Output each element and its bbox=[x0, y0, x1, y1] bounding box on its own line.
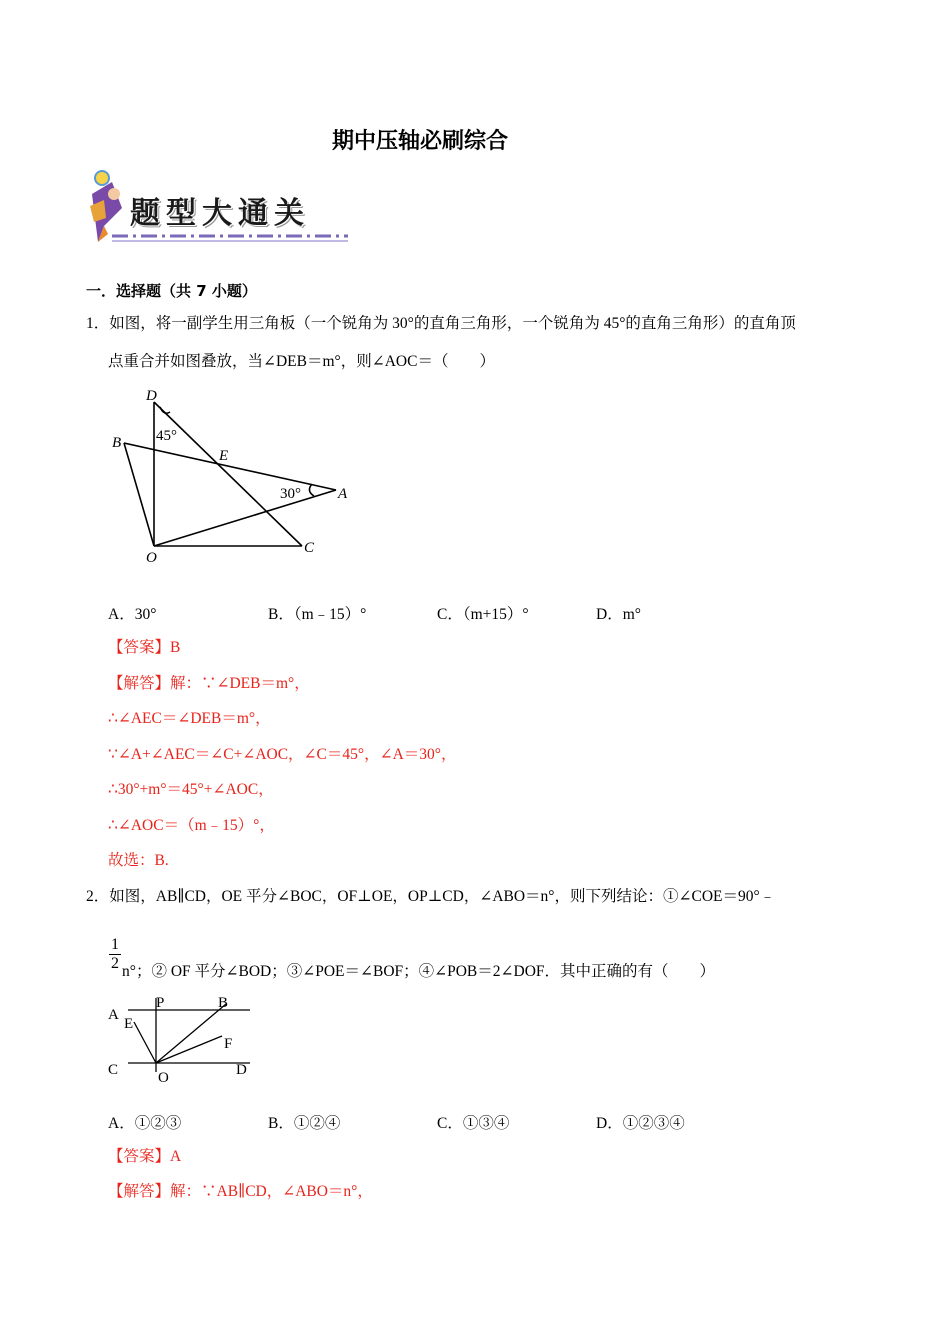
label-o: O bbox=[158, 1070, 169, 1086]
label-e: E bbox=[124, 1016, 134, 1032]
q1-figure bbox=[100, 380, 360, 570]
label-p: P bbox=[156, 995, 165, 1011]
label-b: B bbox=[218, 995, 229, 1011]
q2-option-d: D．①②③④ bbox=[596, 1115, 685, 1132]
q1-option-d: D．m° bbox=[596, 606, 641, 623]
q2-solution-1: 【解答】解：∵AB∥CD，∠ABO＝n°， bbox=[108, 1183, 373, 1200]
label-a: A bbox=[338, 486, 348, 502]
fraction-numerator: 1 bbox=[111, 936, 119, 953]
label-d: D bbox=[236, 1062, 247, 1078]
arc-30 bbox=[309, 484, 314, 496]
line-oa bbox=[154, 490, 336, 546]
q2-stem-line1: 2．如图，AB∥CD，OE 平分∠BOC，OF⊥OE，OP⊥CD，∠ABO＝n°，则下列结论：①∠COE＝90°﹣ bbox=[86, 888, 776, 905]
fraction-denominator: 2 bbox=[111, 955, 119, 972]
q1-option-c: C．（m+15）° bbox=[437, 606, 529, 623]
banner-text: 题型大通关 bbox=[130, 196, 310, 231]
q2-answer: 【答案】A bbox=[108, 1148, 182, 1165]
arc-45 bbox=[160, 407, 170, 413]
page-title: 期中压轴必刷综合 bbox=[331, 129, 508, 154]
q1-solution-3: ∵∠A+∠AEC＝∠C+∠AOC，∠C＝45°，∠A＝30°， bbox=[108, 746, 457, 763]
q2-option-c: C．①③④ bbox=[437, 1115, 510, 1132]
q2-option-a: A．①②③ bbox=[108, 1115, 182, 1132]
label-o: O bbox=[146, 550, 157, 566]
section-heading: 一．选择题（共 7 小题） bbox=[86, 282, 257, 300]
line-bo bbox=[124, 443, 154, 546]
q1-solution-5: ∴∠AOC＝（m﹣15）°， bbox=[108, 817, 275, 834]
q1-solution-2: ∴∠AEC＝∠DEB＝m°， bbox=[108, 710, 271, 727]
q1-stem-line2: 点重合并如图叠放，当∠DEB＝m°，则∠AOC＝（ ） bbox=[108, 353, 495, 370]
label-e: E bbox=[219, 448, 229, 464]
label-c: C bbox=[108, 1062, 119, 1078]
q2-stem-line2: n°；② OF 平分∠BOD；③∠POE＝∠BOF；④∠POB＝2∠DOF．其中正确的有（ ） bbox=[122, 963, 716, 980]
line-of bbox=[156, 1036, 222, 1063]
q1-option-b: B．（m﹣15）° bbox=[268, 606, 367, 623]
q1-stem-line1: 1．如图，将一副学生用三角板（一个锐角为 30°的直角三角形，一个锐角为 45°的直角三角形）的直角顶 bbox=[86, 315, 796, 332]
section-banner bbox=[86, 164, 350, 248]
q2-option-b: B．①②④ bbox=[268, 1115, 341, 1132]
label-b: B bbox=[112, 435, 122, 451]
q1-solution-4: ∴30°+m°＝45°+∠AOC， bbox=[108, 781, 274, 798]
q2-fraction bbox=[108, 936, 122, 973]
line-dc bbox=[154, 402, 302, 546]
label-f: F bbox=[224, 1036, 233, 1052]
line-ba bbox=[124, 443, 336, 490]
q1-solution-1: 【解答】解：∵∠DEB＝m°， bbox=[108, 675, 310, 692]
line-oe bbox=[134, 1022, 156, 1063]
q2-figure bbox=[100, 990, 260, 1086]
line-ob bbox=[156, 1004, 226, 1063]
label-d: D bbox=[146, 388, 157, 404]
q1-answer: 【答案】B bbox=[108, 639, 181, 656]
label-a: A bbox=[108, 1007, 119, 1023]
q1-option-a: A．30° bbox=[108, 606, 157, 623]
label-c: C bbox=[304, 540, 315, 556]
q1-solution-6: 故选：B. bbox=[108, 852, 169, 869]
angle-45-label: 45° bbox=[156, 428, 177, 444]
angle-30-label: 30° bbox=[280, 486, 301, 502]
